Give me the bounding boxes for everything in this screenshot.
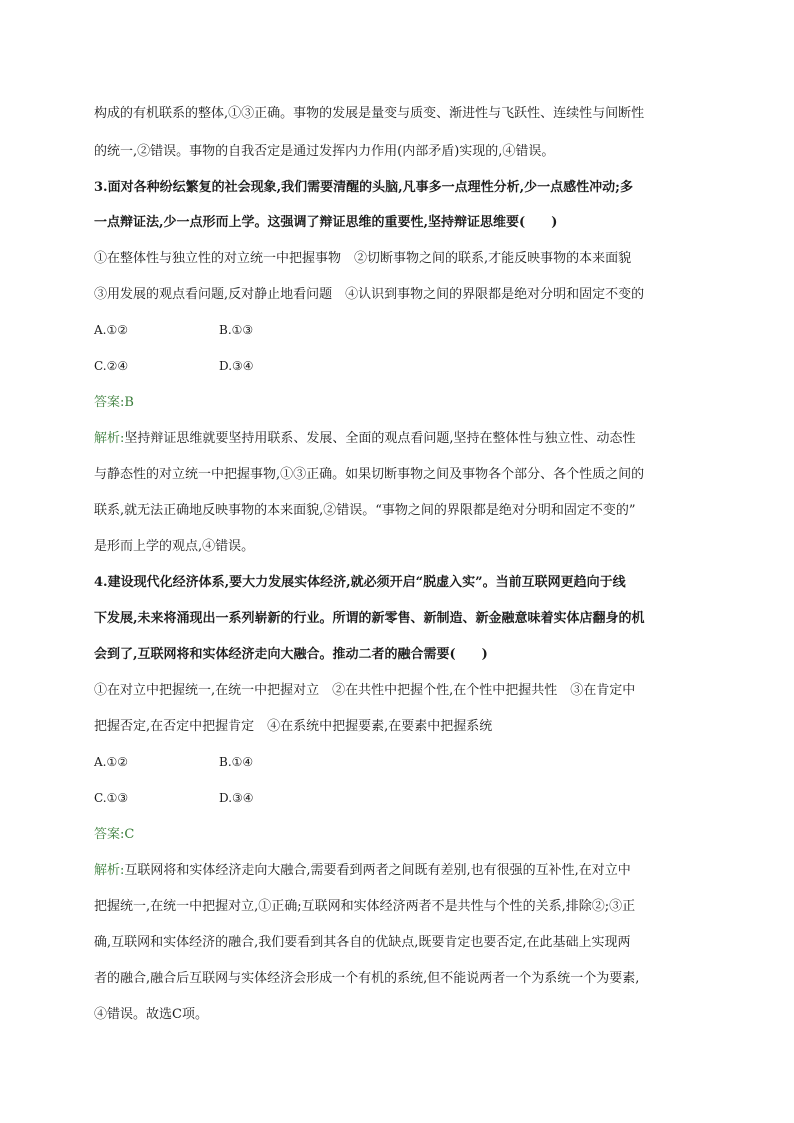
q3-answer: 答案:B (94, 395, 134, 410)
q4-statement-line-1: ①在对立中把握统一,在统一中把握对立 ②在共性中把握个性,在个性中把握共性 ③在肯定中 (94, 683, 636, 698)
q3-explanation-line-3: 联系,就无法正确地反映事物的本来面貌,②错误。“事物之间的界限都是绝对分明和固定不变的” (94, 503, 636, 518)
intro-line-2: 的统一,②错误。事物的自我否定是通过发挥内力作用(内部矛盾)实现的,④错误。 (94, 144, 555, 159)
q4-stem-line-3: 会到了,互联网将和实体经济走向大融合。推动二者的融合需要( ) (94, 647, 488, 662)
q4-explanation-line-4: 者的融合,融合后互联网与实体经济会形成一个有机的系统,但不能说两者一个为系统一个为要素, (94, 971, 640, 986)
q4-explanation-line-3: 确,互联网和实体经济的融合,我们要看到其各自的优缺点,既要肯定也要否定,在此基础上实现两 (94, 935, 631, 950)
q3-explanation-label: 解析: (94, 431, 125, 446)
q4-answer: 答案:C (94, 827, 135, 842)
q3-explanation-line-2: 与静态性的对立统一中把握事物,①③正确。如果切断事物之间及事物各个部分、各个性质之间的 (94, 467, 645, 482)
q3-explanation-line-4: 是形而上学的观点,④错误。 (94, 539, 255, 554)
q3-statement-line-1: ①在整体性与独立性的对立统一中把握事物 ②切断事物之间的联系,才能反映事物的本来面貌 (94, 251, 632, 266)
q3-explanation-line-1 (94, 431, 636, 447)
q4-option-a: A.①② (94, 755, 128, 769)
q4-options-row-2 (94, 791, 394, 807)
q3-stem-line-2: 一点辩证法,少一点形而上学。这强调了辩证思维的重要性,坚持辩证思维要( ) (94, 215, 558, 230)
intro-line-1: 构成的有机联系的整体,①③正确。事物的发展是量变与质变、渐进性与飞跃性、连续性与间断性 (94, 106, 645, 121)
q3-statement-line-2: ③用发展的观点看问题,反对静止地看问题 ④认识到事物之间的界限都是绝对分明和固定不变的 (94, 287, 645, 302)
q4-statement-line-2: 把握否定,在否定中把握肯定 ④在系统中把握要素,在要素中把握系统 (94, 719, 493, 734)
q4-explanation-label: 解析: (94, 863, 125, 878)
q4-options-row-1 (94, 755, 394, 771)
q3-options-row-1 (94, 323, 394, 339)
q4-option-b: B.①④ (219, 755, 254, 769)
q3-option-a: A.①② (94, 323, 128, 337)
q3-stem-line-1: 3.面对各种纷纭繁复的社会现象,我们需要清醒的头脑,凡事多一点理性分析,少一点感性冲动;多 (94, 180, 633, 195)
q4-stem-line-2: 下发展,未来将涌现出一系列崭新的行业。所谓的新零售、新制造、新金融意味着实体店翻身的机 (94, 611, 645, 626)
q3-option-c: C.②④ (94, 359, 129, 373)
q3-option-d: D.③④ (219, 359, 254, 373)
q3-option-b: B.①③ (219, 323, 254, 337)
q4-option-c: C.①③ (94, 791, 129, 805)
q4-option-d: D.③④ (219, 791, 254, 805)
q4-explanation-line-5: ④错误。故选C项。 (94, 1007, 208, 1022)
q4-explanation-line-2: 把握统一,在统一中把握对立,①正确;互联网和实体经济两者不是共性与个性的关系,排除②;③正 (94, 899, 636, 914)
q4-explanation-text-1: 互联网将和实体经济走向大融合,需要看到两者之间既有差别,也有很强的互补性,在对立中 (124, 863, 631, 878)
q3-options-row-2 (94, 359, 394, 375)
q3-explanation-text-1: 坚持辩证思维就要坚持用联系、发展、全面的观点看问题,坚持在整体性与独立性、动态性 (124, 431, 636, 446)
q4-stem-line-1: 4.建设现代化经济体系,要大力发展实体经济,就必须开启“脱虚入实”。当前互联网更趋向于线 (94, 575, 626, 590)
q4-explanation-line-1 (94, 863, 631, 879)
